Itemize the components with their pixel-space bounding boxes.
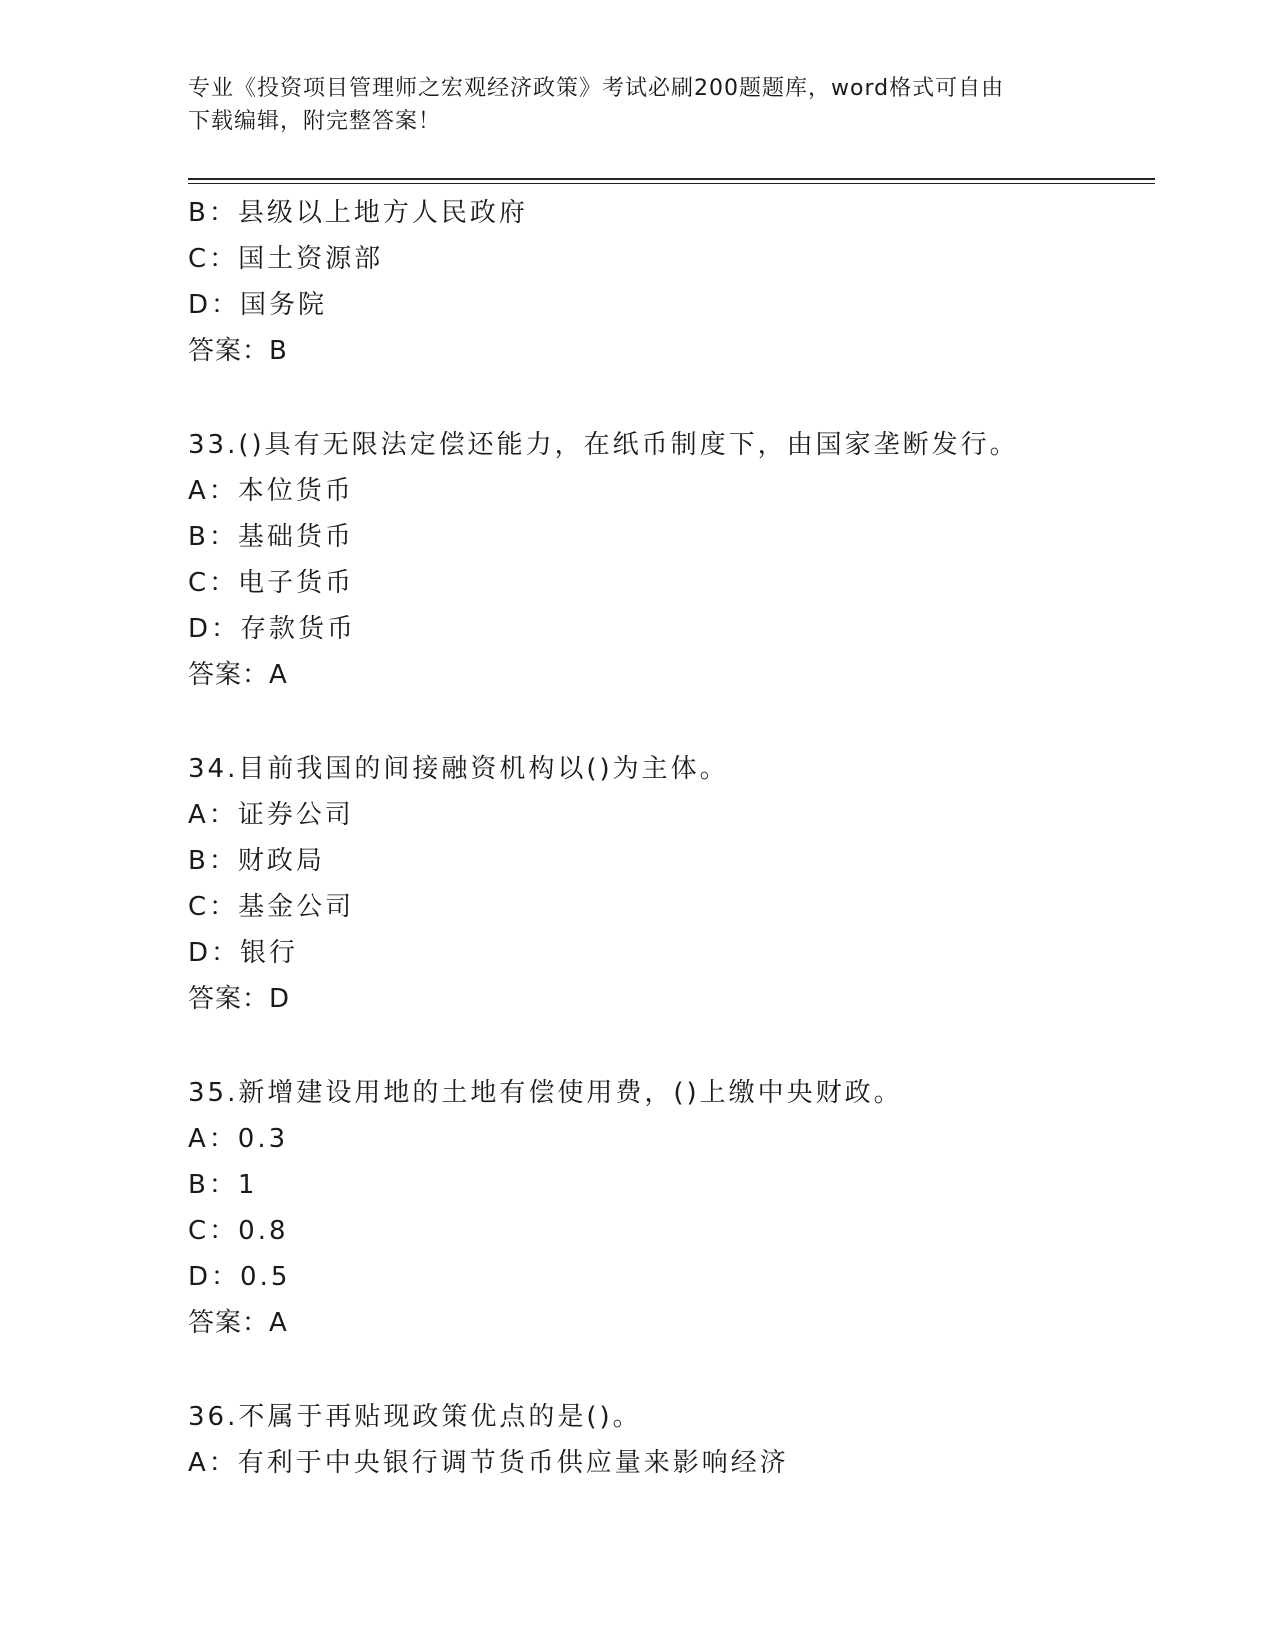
header-line-2: 下载编辑，附完整答案！	[188, 109, 442, 134]
option-c: C：电子货币	[188, 568, 355, 598]
question-text: 34.目前我国的间接融资机构以()为主体。	[188, 754, 729, 784]
question-text: 36.不属于再贴现政策优点的是()。	[188, 1402, 642, 1432]
answer: 答案：D	[188, 984, 291, 1014]
question-list	[188, 190, 1155, 1486]
option-a: A：有利于中央银行调节货币供应量来影响经济	[188, 1448, 789, 1478]
option-d: D：存款货币	[188, 614, 357, 644]
answer: 答案：A	[188, 660, 288, 690]
option-a: A：证券公司	[188, 800, 354, 830]
question-block-32-continued	[188, 190, 1155, 374]
question-block-36	[188, 1394, 1155, 1486]
option-b: B：基础货币	[188, 522, 354, 552]
question-text: 33.()具有无限法定偿还能力，在纸币制度下，由国家垄断发行。	[188, 430, 1019, 460]
option-b: B：财政局	[188, 846, 325, 876]
header-line-1: 专业《投资项目管理师之宏观经济政策》考试必刷200题题库，word格式可自由	[188, 76, 1005, 101]
option-a: A：本位货币	[188, 476, 354, 506]
question-block-33	[188, 422, 1155, 698]
option-c: C：0.8	[188, 1216, 289, 1246]
question-block-34	[188, 746, 1155, 1022]
option-c: C：基金公司	[188, 892, 355, 922]
option-d: D：银行	[188, 938, 299, 968]
question-text: 35.新增建设用地的土地有偿使用费，()上缴中央财政。	[188, 1078, 903, 1108]
option-c: C：国土资源部	[188, 244, 384, 274]
document-header	[188, 72, 1068, 138]
option-a: A：0.3	[188, 1124, 289, 1154]
answer: 答案：A	[188, 1308, 288, 1338]
option-d: D：0.5	[188, 1262, 291, 1292]
option-d: D：国务院	[188, 290, 328, 320]
header-divider-thin	[188, 183, 1155, 184]
question-block-35	[188, 1070, 1155, 1346]
header-divider-thick	[188, 178, 1155, 180]
option-b: B：1	[188, 1170, 258, 1200]
answer: 答案：B	[188, 336, 288, 366]
option-b: B：县级以上地方人民政府	[188, 198, 528, 228]
